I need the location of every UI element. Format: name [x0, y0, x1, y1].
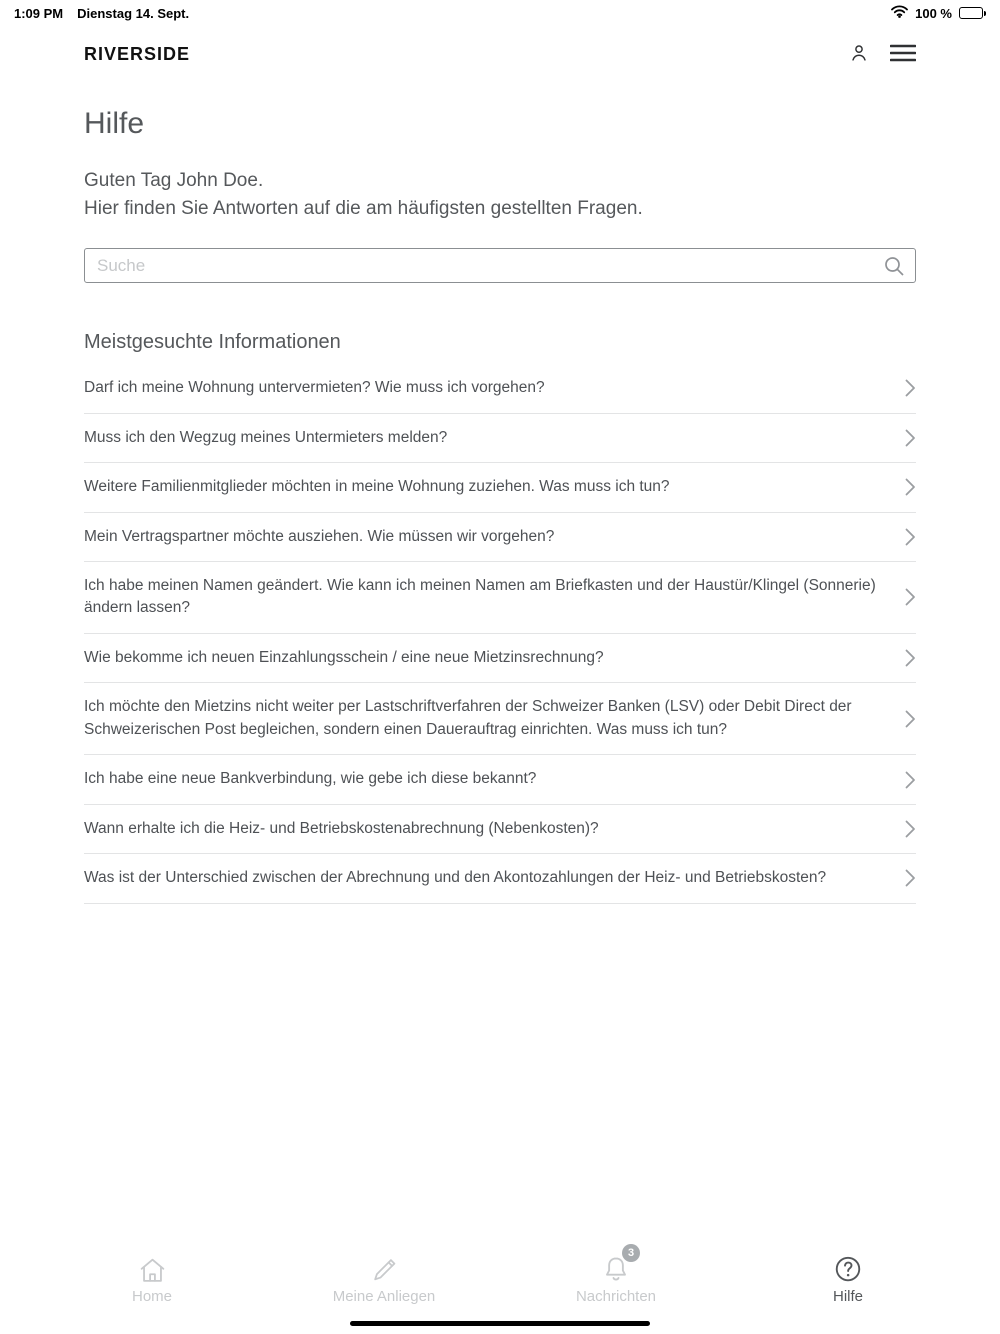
faq-item[interactable]	[84, 805, 916, 854]
faq-list	[84, 364, 916, 904]
faq-item[interactable]	[84, 513, 916, 562]
chevron-right-icon	[905, 869, 916, 887]
search-bar	[84, 248, 916, 283]
tab-home[interactable]	[36, 1246, 268, 1334]
section-title: Meistgesuchte Informationen	[84, 331, 341, 354]
faq-item-label: Ich habe meinen Namen geändert. Wie kann ich meinen Namen am Briefkasten und der Haustür/Klingel (Sonnerie) ändern lassen?	[84, 576, 876, 617]
main-content	[0, 107, 1000, 904]
tab-hilfe-label: Hilfe	[832, 1288, 863, 1305]
profile-button[interactable]	[848, 42, 870, 67]
battery-label: 100 %	[915, 5, 952, 21]
chevron-right-icon	[905, 528, 916, 546]
chevron-right-icon	[905, 429, 916, 447]
status-bar	[0, 0, 1000, 26]
notification-badge: 3	[622, 1244, 640, 1262]
faq-item-label: Mein Vertragspartner möchte ausziehen. Wie müssen wir vorgehen?	[84, 527, 555, 545]
faq-item[interactable]	[84, 463, 916, 512]
app-logo: RIVERSIDE	[84, 44, 191, 64]
faq-item[interactable]	[84, 634, 916, 683]
chevron-right-icon	[905, 379, 916, 397]
faq-item-label: Ich möchte den Mietzins nicht weiter per Lastschriftverfahren der Schweizer Banken (LSV) oder Debit Direct der Schweizerischen Post begleichen, sondern einen Dauerauftrag einrichten. Was muss ich tun?	[84, 698, 852, 738]
hamburger-menu-icon	[890, 43, 916, 66]
tab-nachrichten-label: Nachrichten	[575, 1288, 657, 1305]
chevron-right-icon	[905, 588, 916, 606]
greeting-line1: Guten Tag John Doe.	[84, 170, 264, 191]
wifi-icon	[891, 5, 908, 21]
app-header	[0, 26, 1000, 77]
faq-item-label: Wie bekomme ich neuen Einzahlungsschein / eine neue Mietzinsrechnung?	[84, 648, 604, 666]
search-icon[interactable]	[882, 254, 906, 278]
faq-item[interactable]	[84, 414, 916, 463]
chevron-right-icon	[905, 478, 916, 496]
bell-icon	[601, 1247, 635, 1284]
search-input[interactable]	[84, 248, 916, 283]
battery-icon	[959, 7, 986, 19]
faq-item-label: Ich habe eine neue Bankverbindung, wie gebe ich diese bekannt?	[84, 770, 537, 788]
tab-bar	[0, 1238, 1000, 1334]
greeting	[84, 167, 916, 222]
chevron-right-icon	[905, 710, 916, 728]
profile-icon	[848, 42, 870, 67]
home-icon	[138, 1250, 167, 1284]
faq-item[interactable]	[84, 755, 916, 804]
faq-item-label: Was ist der Unterschied zwischen der Abrechnung und den Akontozahlungen der Heiz- und Betriebskosten?	[84, 869, 827, 887]
chevron-right-icon	[905, 820, 916, 838]
faq-item[interactable]	[84, 854, 916, 903]
greeting-line2: Hier finden Sie Antworten auf die am häufigsten gestellten Fragen.	[84, 197, 643, 219]
tab-hilfe[interactable]	[732, 1246, 964, 1334]
faq-item[interactable]	[84, 683, 916, 755]
pencil-icon	[370, 1250, 399, 1284]
tab-meine-anliegen-label: Meine Anliegen	[332, 1288, 436, 1305]
faq-item[interactable]	[84, 364, 916, 413]
status-time: 1:09 PM	[14, 5, 64, 21]
question-icon	[833, 1250, 863, 1284]
faq-item-label: Darf ich meine Wohnung untervermieten? Wie muss ich vorgehen?	[84, 379, 545, 397]
faq-item-label: Weitere Familienmitglieder möchten in meine Wohnung zuziehen. Was muss ich tun?	[84, 478, 670, 496]
page-title: Hilfe	[84, 107, 145, 140]
chevron-right-icon	[905, 771, 916, 789]
faq-item-label: Muss ich den Wegzug meines Untermieters melden?	[84, 428, 448, 446]
chevron-right-icon	[905, 649, 916, 667]
status-date: Dienstag 14. Sept.	[77, 5, 190, 21]
faq-item-label: Wann erhalte ich die Heiz- und Betriebskostenabrechnung (Nebenkosten)?	[84, 819, 599, 837]
tab-home-label: Home	[131, 1288, 172, 1305]
home-indicator[interactable]	[350, 1321, 650, 1326]
menu-button[interactable]	[890, 43, 916, 66]
faq-item[interactable]	[84, 562, 916, 634]
